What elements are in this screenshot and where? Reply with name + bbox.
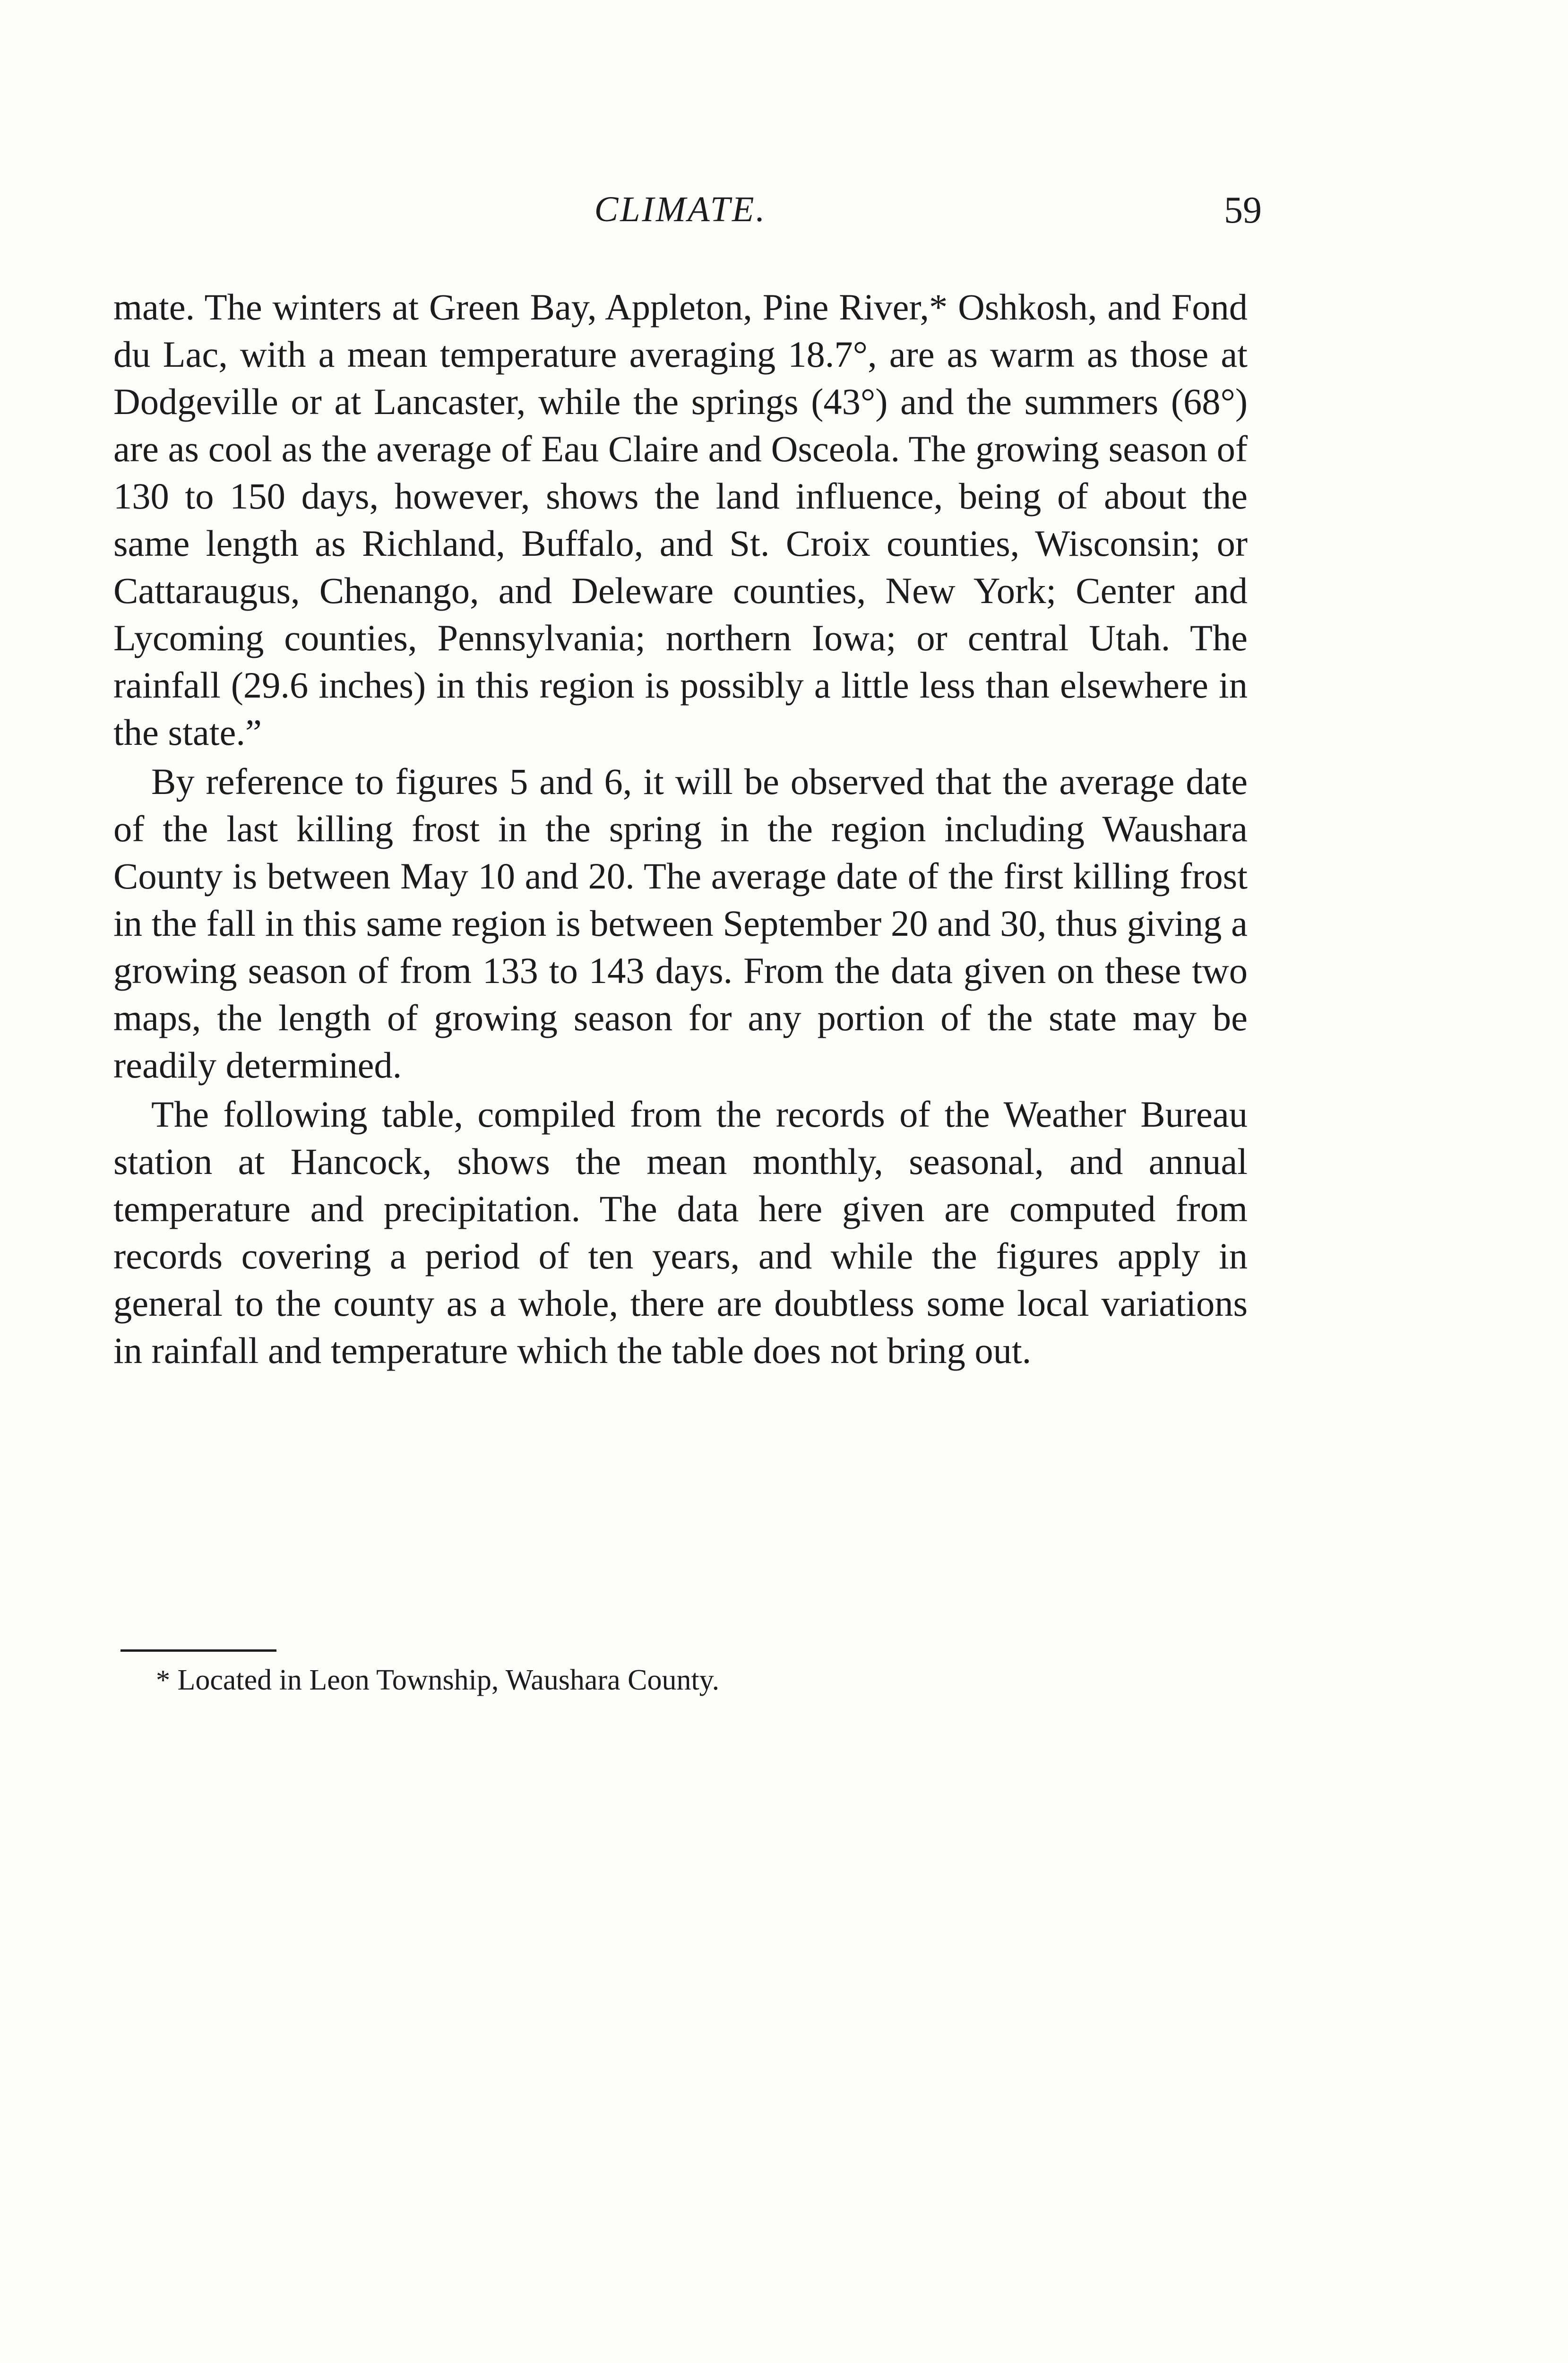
paragraph-frost-dates: By reference to figures 5 and 6, it will be observed that the average date of the last killing frost in the spring in the region including Waushara County is between May 10 and 20. The average date of the first killing frost in the fall in this same region is between September 20 and 30, thus giving a growing season of from 133 to 143 days. From the data given on these two maps, the length of growing season for any portion of the state may be readily determined. — [113, 761, 1248, 1086]
paragraph-continued: mate. The winters at Green Bay, Appleton, Pine River,* Oshkosh, and Fond du Lac, with a mean temperature averaging 18.7°, are as warm as those at Dodgeville or at Lancaster, while the springs (43°) and the summers (68°) are as cool as the average of Eau Claire and Osceola. The growing season of 130 to 150 days, however, shows the land influence, being of about the same length as Richland, Buffalo, and St. Croix counties, Wisconsin; or Cattaraugus, Chenango, and Deleware counties, New York; Center and Lycoming counties, Pennsylvania; northern Iowa; or central Utah. The rainfall (29.6 inches) in this region is possibly a little less than elsewhere in the state.” — [113, 286, 1248, 753]
footnote-rule — [121, 1649, 276, 1652]
body-text — [113, 284, 1248, 1376]
footnote-marker: * — [156, 1664, 170, 1696]
paragraph-hancock-table: The following table, compiled from the records of the Weather Bureau station at Hancock, shows the mean monthly, seasonal, and annual temperature and precipitation. The data here given are computed from records covering a period of ten years, and while the figures apply in general to the county as a whole, there are doubtless some local variations in rainfall and temperature which the table does not bring out. — [113, 1094, 1248, 1371]
running-title: CLIMATE. — [594, 190, 767, 229]
running-head — [113, 189, 1262, 241]
footnote — [156, 1661, 719, 1699]
page-number: 59 — [1224, 190, 1262, 231]
footnote-text: Located in Leon Township, Waushara County. — [177, 1664, 720, 1696]
